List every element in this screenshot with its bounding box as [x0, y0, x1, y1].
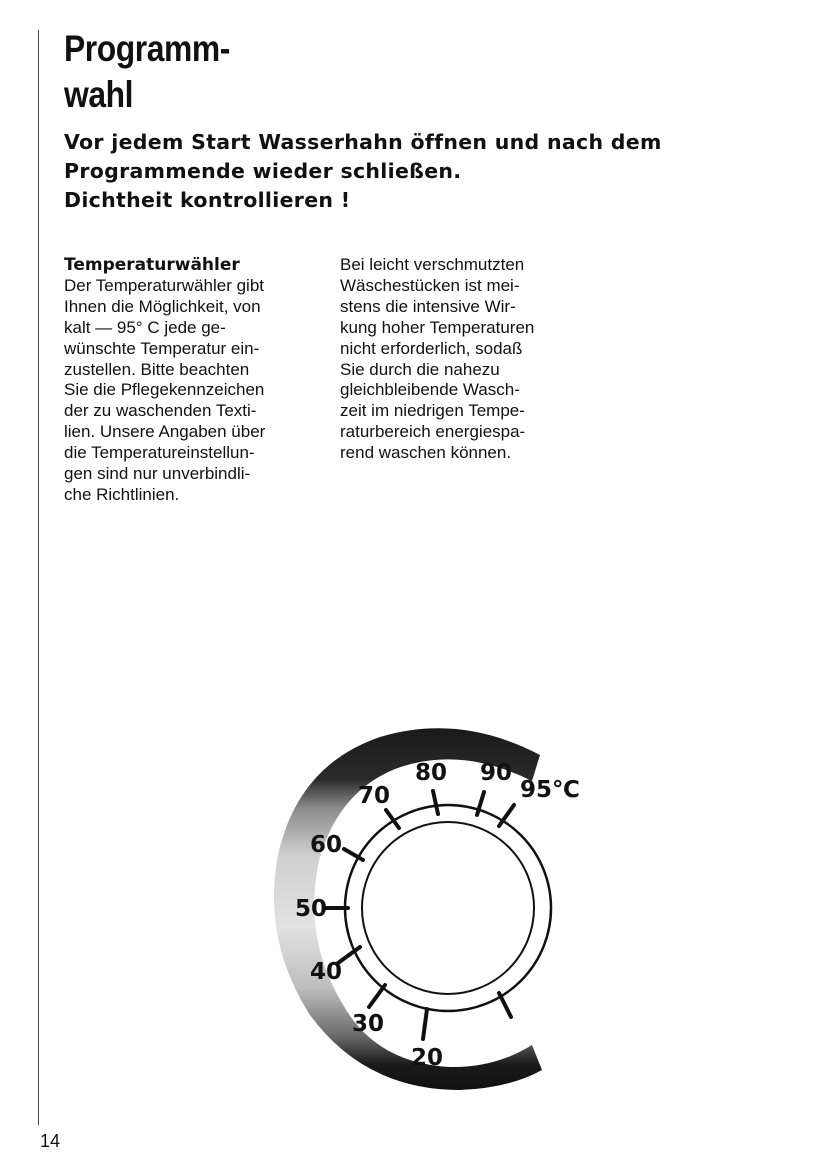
page-number: 14: [40, 1131, 61, 1151]
tick-30: [369, 985, 385, 1007]
tick-20: [423, 1009, 427, 1039]
section-heading: Temperaturwähler: [64, 255, 240, 275]
label-90: 90: [480, 760, 513, 786]
text-line: Der Temperaturwähler gibt: [64, 275, 264, 295]
text-line: che Richtlinien.: [64, 484, 180, 504]
label-60: 60: [310, 832, 343, 858]
label-80: 80: [415, 760, 448, 786]
text-line: wünschte Temperatur ein-: [64, 338, 260, 358]
text-line: Wäschestücken ist mei-: [340, 275, 520, 295]
text-line: Sie durch die nahezu: [340, 359, 500, 379]
text-line: stens die intensive Wir-: [340, 296, 516, 316]
text-line: Sie die Pflegekennzeichen: [64, 380, 265, 400]
text-line: zeit im niedrigen Tempe-: [340, 401, 525, 421]
warning-line: Programmende wieder schließen.: [64, 159, 462, 183]
dial-knob-inner: [362, 822, 534, 994]
title-line: Programm-: [64, 28, 230, 69]
page-title: [64, 26, 230, 118]
label-70: 70: [358, 783, 391, 809]
label-95: 95℃: [520, 777, 580, 803]
text-line: nicht erforderlich, sodaß: [340, 338, 523, 358]
label-30: 30: [352, 1011, 385, 1037]
right-text-column: [340, 255, 600, 464]
text-line: gen sind nur unverbindli-: [64, 464, 251, 484]
text-line: Ihnen die Möglichkeit, von: [64, 296, 261, 316]
title-line: wahl: [64, 74, 134, 115]
left-text-column: [64, 255, 324, 506]
warning-line: Dichtheit kontrollieren !: [64, 188, 351, 212]
label-50: 50: [295, 896, 328, 922]
text-line: der zu waschenden Texti-: [64, 401, 257, 421]
text-line: lien. Unsere Angaben über: [64, 422, 266, 442]
text-line: zustellen. Bitte beachten: [64, 359, 250, 379]
label-40: 40: [310, 959, 343, 985]
safety-warning: [64, 128, 824, 215]
tick-cold: [499, 993, 511, 1017]
text-line: raturbereich energiespa-: [340, 422, 526, 442]
margin-rule: [38, 30, 39, 1125]
temperature-dial-illustration: [270, 725, 600, 1095]
text-line: die Temperatureinstellun-: [64, 443, 255, 463]
text-line: kalt — 95° C jede ge-: [64, 317, 226, 337]
text-line: Bei leicht verschmutzten: [340, 255, 525, 274]
text-line: kung hoher Temperaturen: [340, 317, 535, 337]
warning-line: Vor jedem Start Wasserhahn öffnen und nach dem: [64, 130, 662, 154]
text-line: rend waschen können.: [340, 443, 512, 463]
label-20: 20: [411, 1045, 444, 1071]
text-line: gleichbleibende Wasch-: [340, 380, 520, 400]
